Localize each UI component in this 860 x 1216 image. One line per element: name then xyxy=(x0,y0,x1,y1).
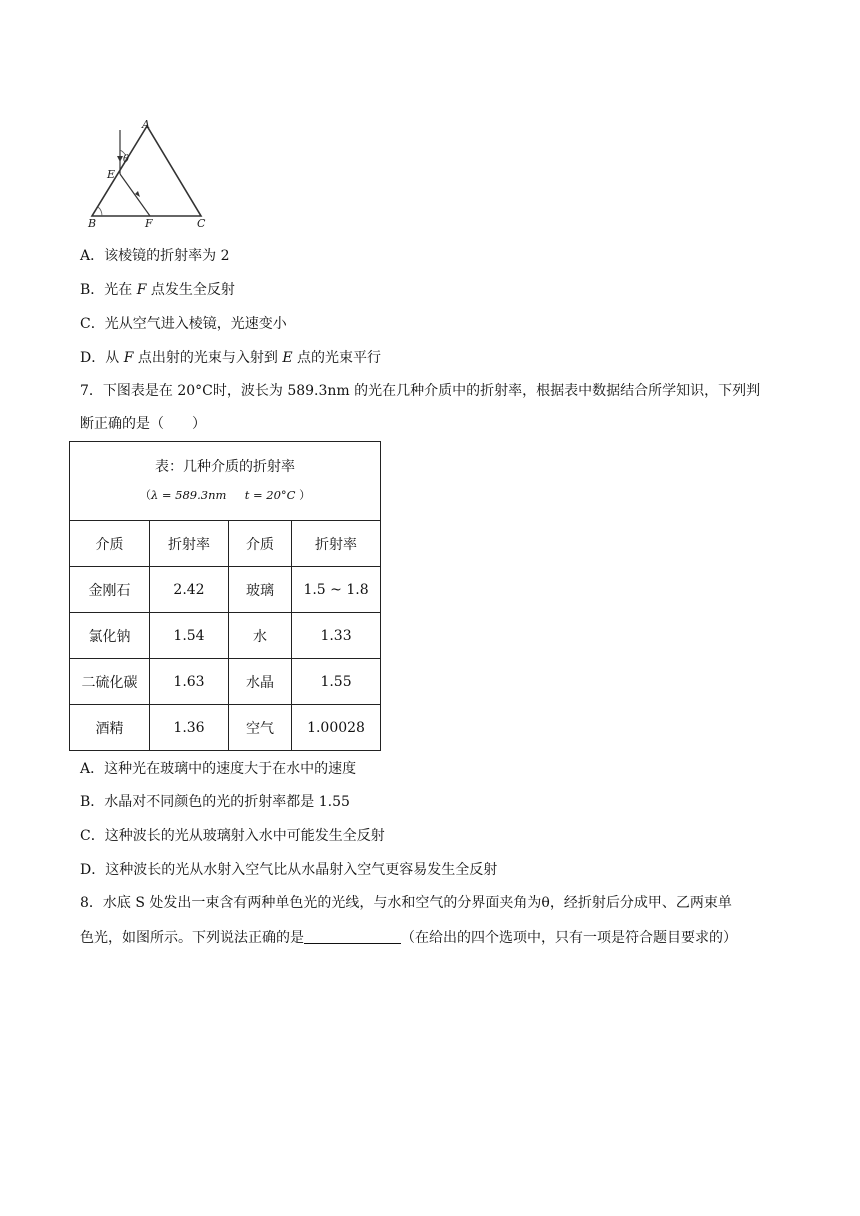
table-header: 折射率 xyxy=(292,521,381,567)
answer-blank[interactable] xyxy=(304,929,401,944)
table-cell: 1.33 xyxy=(292,613,381,659)
q6-option-a: A．该棱镜的折射率为 2 xyxy=(80,248,230,264)
q7-option-c: C．这种波长的光从玻璃射入水中可能发生全反射 xyxy=(80,828,385,844)
q7-stem-line2: 断正确的是（ ） xyxy=(80,416,206,432)
table-cell: 酒精 xyxy=(70,705,150,751)
table-cell: 1.54 xyxy=(150,613,229,659)
q7-option-d: D．这种波长的光从水射入空气比从水晶射入空气更容易发生全反射 xyxy=(80,862,498,878)
label-theta: θ xyxy=(123,154,130,165)
refractive-index-table xyxy=(69,441,381,751)
table-cell: 1.55 xyxy=(292,659,381,705)
prism-diagram xyxy=(80,112,215,230)
table-header: 介质 xyxy=(229,521,292,567)
table-cell: 2.42 xyxy=(150,567,229,613)
table-cell: 二硫化碳 xyxy=(70,659,150,705)
q6-option-b: B．光在 F 点发生全反射 xyxy=(80,282,235,298)
label-e: E xyxy=(107,168,116,181)
table-cell: 金刚石 xyxy=(70,567,150,613)
table-cell: 空气 xyxy=(229,705,292,751)
table-cell: 1.00028 xyxy=(292,705,381,751)
table-cell: 玻璃 xyxy=(229,567,292,613)
table-header-row xyxy=(70,521,381,567)
table-cell: 水晶 xyxy=(229,659,292,705)
q7-stem-line1: 7．下图表是在 20°C时，波长为 589.3nm 的光在几种介质中的折射率，根据表中数据结合所学知识，下列判 xyxy=(80,383,761,399)
prism-figure xyxy=(80,112,215,230)
q6-option-c: C．光从空气进入棱镜，光速变小 xyxy=(80,316,287,332)
table-cell: 水 xyxy=(229,613,292,659)
label-a: A xyxy=(142,118,150,131)
q8-line2: 色光，如图所示。下列说法正确的是 （在给出的四个选项中，只有一项是符合题目要求的） xyxy=(80,930,737,946)
table-cell: 1.63 xyxy=(150,659,229,705)
table-row xyxy=(70,613,381,659)
q8-line1: 8．水底 S 处发出一束含有两种单色光的光线，与水和空气的分界面夹角为θ，经折射后分成甲、乙两束单 xyxy=(80,895,732,911)
table-row xyxy=(70,567,381,613)
table-caption-row xyxy=(70,442,381,521)
table-cell: 1.5 ~ 1.8 xyxy=(292,567,381,613)
table-cell: 氯化钠 xyxy=(70,613,150,659)
label-b: B xyxy=(88,217,97,230)
table-row xyxy=(70,705,381,751)
table-header: 介质 xyxy=(70,521,150,567)
table-row xyxy=(70,659,381,705)
table-caption: 表：几种介质的折射率 （λ = 589.3nm t = 20°C ） xyxy=(70,442,381,521)
refracted-ray xyxy=(120,174,150,216)
q6-option-d: D．从 F 点出射的光束与入射到 E 点的光束平行 xyxy=(80,350,381,366)
label-c: C xyxy=(197,217,206,230)
table-cell: 1.36 xyxy=(150,705,229,751)
table-header: 折射率 xyxy=(150,521,229,567)
table-subcaption: （λ = 589.3nm t = 20°C ） xyxy=(139,488,311,502)
q7-option-b: B．水晶对不同颜色的光的折射率都是 1.55 xyxy=(80,794,350,810)
q7-option-a: A．这种光在玻璃中的速度大于在水中的速度 xyxy=(80,761,357,777)
label-f: F xyxy=(145,217,153,230)
angle-b-arc xyxy=(98,207,102,216)
